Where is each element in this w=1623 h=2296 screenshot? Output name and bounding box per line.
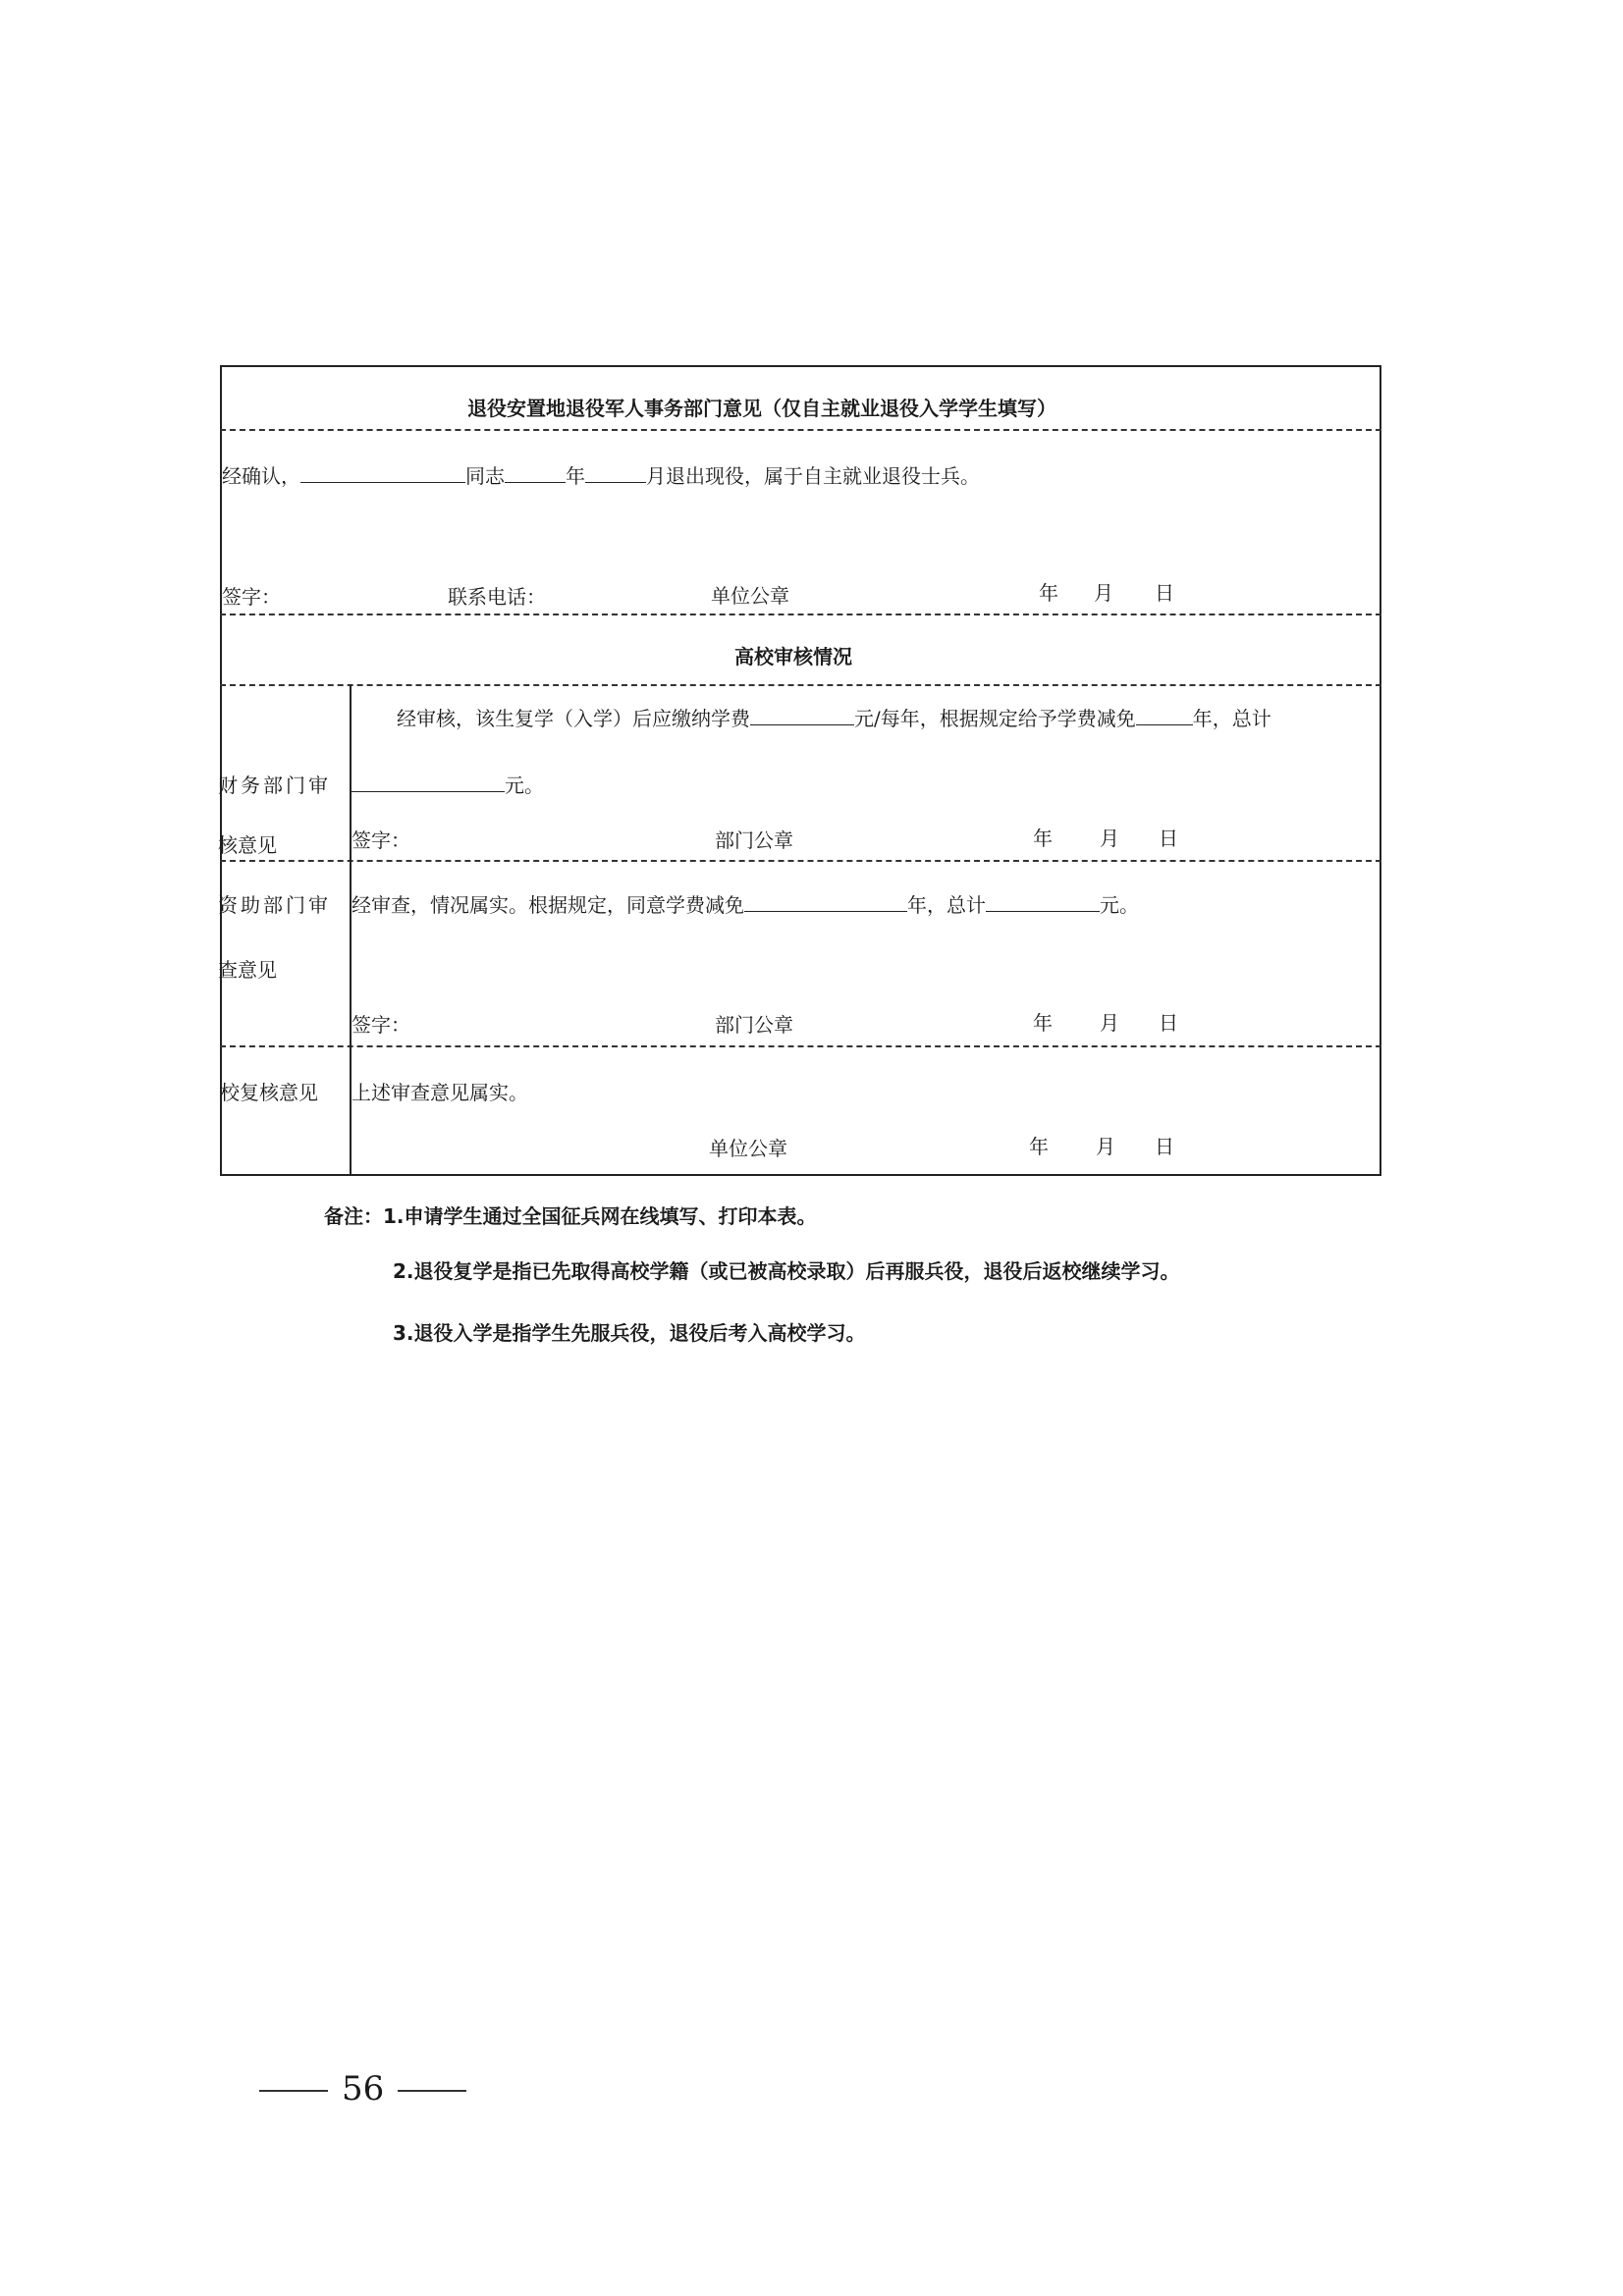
note-1: 备注：1.申请学生通过全国征兵网在线填写、打印本表。 bbox=[324, 1204, 817, 1228]
aid-sign-label: 签字： bbox=[352, 1013, 410, 1037]
total-blank bbox=[352, 775, 505, 792]
page-footer bbox=[245, 2069, 480, 2109]
sign-label: 签字： bbox=[222, 585, 281, 609]
seal-label: 单位公章 bbox=[711, 584, 789, 608]
finance-label-2: 核意见 bbox=[218, 833, 277, 857]
finance-text-4: 元。 bbox=[505, 774, 544, 797]
finance-date-year: 年 bbox=[1033, 827, 1053, 850]
confirm-text-3: 年 bbox=[566, 464, 585, 488]
table-top-border bbox=[220, 365, 1381, 367]
aid-text-2: 年，总计 bbox=[907, 893, 986, 917]
finance-text-2: 元/每年，根据规定给予学费减免 bbox=[854, 707, 1136, 730]
date-year: 年 bbox=[1039, 581, 1058, 605]
section1-title: 退役安置地退役军人事务部门意见（仅自主就业退役入学学生填写） bbox=[467, 397, 1056, 420]
aid-date-day: 日 bbox=[1159, 1011, 1178, 1035]
finance-date-month: 月 bbox=[1100, 827, 1119, 850]
name-blank bbox=[300, 466, 465, 483]
date-month: 月 bbox=[1094, 581, 1113, 605]
aid-text-1: 经审查，情况属实。根据规定，同意学费减免 bbox=[352, 893, 744, 917]
table-bottom-border bbox=[220, 1174, 1381, 1176]
finance-date-day: 日 bbox=[1159, 827, 1178, 850]
note-2: 2.退役复学是指已先取得高校学籍（或已被高校录取）后再服兵役，退役后返校继续学习。 bbox=[393, 1259, 1180, 1283]
aid-date-month: 月 bbox=[1100, 1011, 1119, 1035]
date-day: 日 bbox=[1155, 581, 1174, 605]
month-blank bbox=[585, 466, 646, 483]
aid-line-1 bbox=[352, 895, 1139, 915]
aid-text-3: 元。 bbox=[1100, 893, 1139, 917]
finance-text-3: 年，总计 bbox=[1192, 707, 1271, 730]
table-right-border bbox=[1380, 365, 1381, 1176]
school-date-year: 年 bbox=[1029, 1135, 1049, 1158]
row-divider bbox=[220, 860, 1381, 862]
school-date-month: 月 bbox=[1096, 1135, 1115, 1158]
years-blank bbox=[1136, 709, 1193, 725]
aid-date-year: 年 bbox=[1033, 1011, 1053, 1035]
finance-line-1 bbox=[397, 709, 1271, 728]
confirm-line bbox=[222, 466, 980, 486]
year-blank bbox=[505, 466, 566, 483]
note-3: 3.退役入学是指学生先服兵役，退役后考入高校学习。 bbox=[393, 1321, 866, 1345]
aid-label-2: 查意见 bbox=[218, 958, 277, 982]
section2-title: 高校审核情况 bbox=[734, 645, 852, 668]
school-text: 上述审查意见属实。 bbox=[352, 1081, 528, 1104]
aid-years-blank bbox=[744, 895, 907, 912]
school-date-day: 日 bbox=[1155, 1135, 1174, 1158]
aid-seal-label: 部门公章 bbox=[715, 1013, 793, 1037]
footer-dash-right bbox=[398, 2090, 466, 2092]
finance-seal-label: 部门公章 bbox=[715, 828, 793, 852]
confirm-text-1: 经确认， bbox=[222, 464, 300, 488]
finance-sign-label: 签字： bbox=[352, 828, 410, 852]
finance-line-2 bbox=[352, 775, 544, 795]
page-number: 56 bbox=[342, 2069, 385, 2109]
phone-label: 联系电话： bbox=[448, 585, 546, 609]
row-divider bbox=[220, 614, 1381, 615]
confirm-text-4: 月退出现役，属于自主就业退役士兵。 bbox=[646, 464, 980, 488]
footer-dash-left bbox=[259, 2090, 328, 2092]
aid-label-1: 资助部门审 bbox=[218, 893, 331, 917]
fee-blank bbox=[750, 709, 854, 725]
row-divider bbox=[220, 429, 1381, 431]
row-divider bbox=[220, 684, 1381, 686]
aid-total-blank bbox=[986, 895, 1100, 912]
school-label: 校复核意见 bbox=[220, 1081, 318, 1104]
confirm-text-2: 同志 bbox=[465, 464, 505, 488]
finance-label-1: 财务部门审 bbox=[218, 774, 331, 797]
row-divider bbox=[220, 1045, 1381, 1047]
finance-text-1: 经审核，该生复学（入学）后应缴纳学费 bbox=[397, 707, 750, 730]
school-seal-label: 单位公章 bbox=[709, 1137, 787, 1160]
